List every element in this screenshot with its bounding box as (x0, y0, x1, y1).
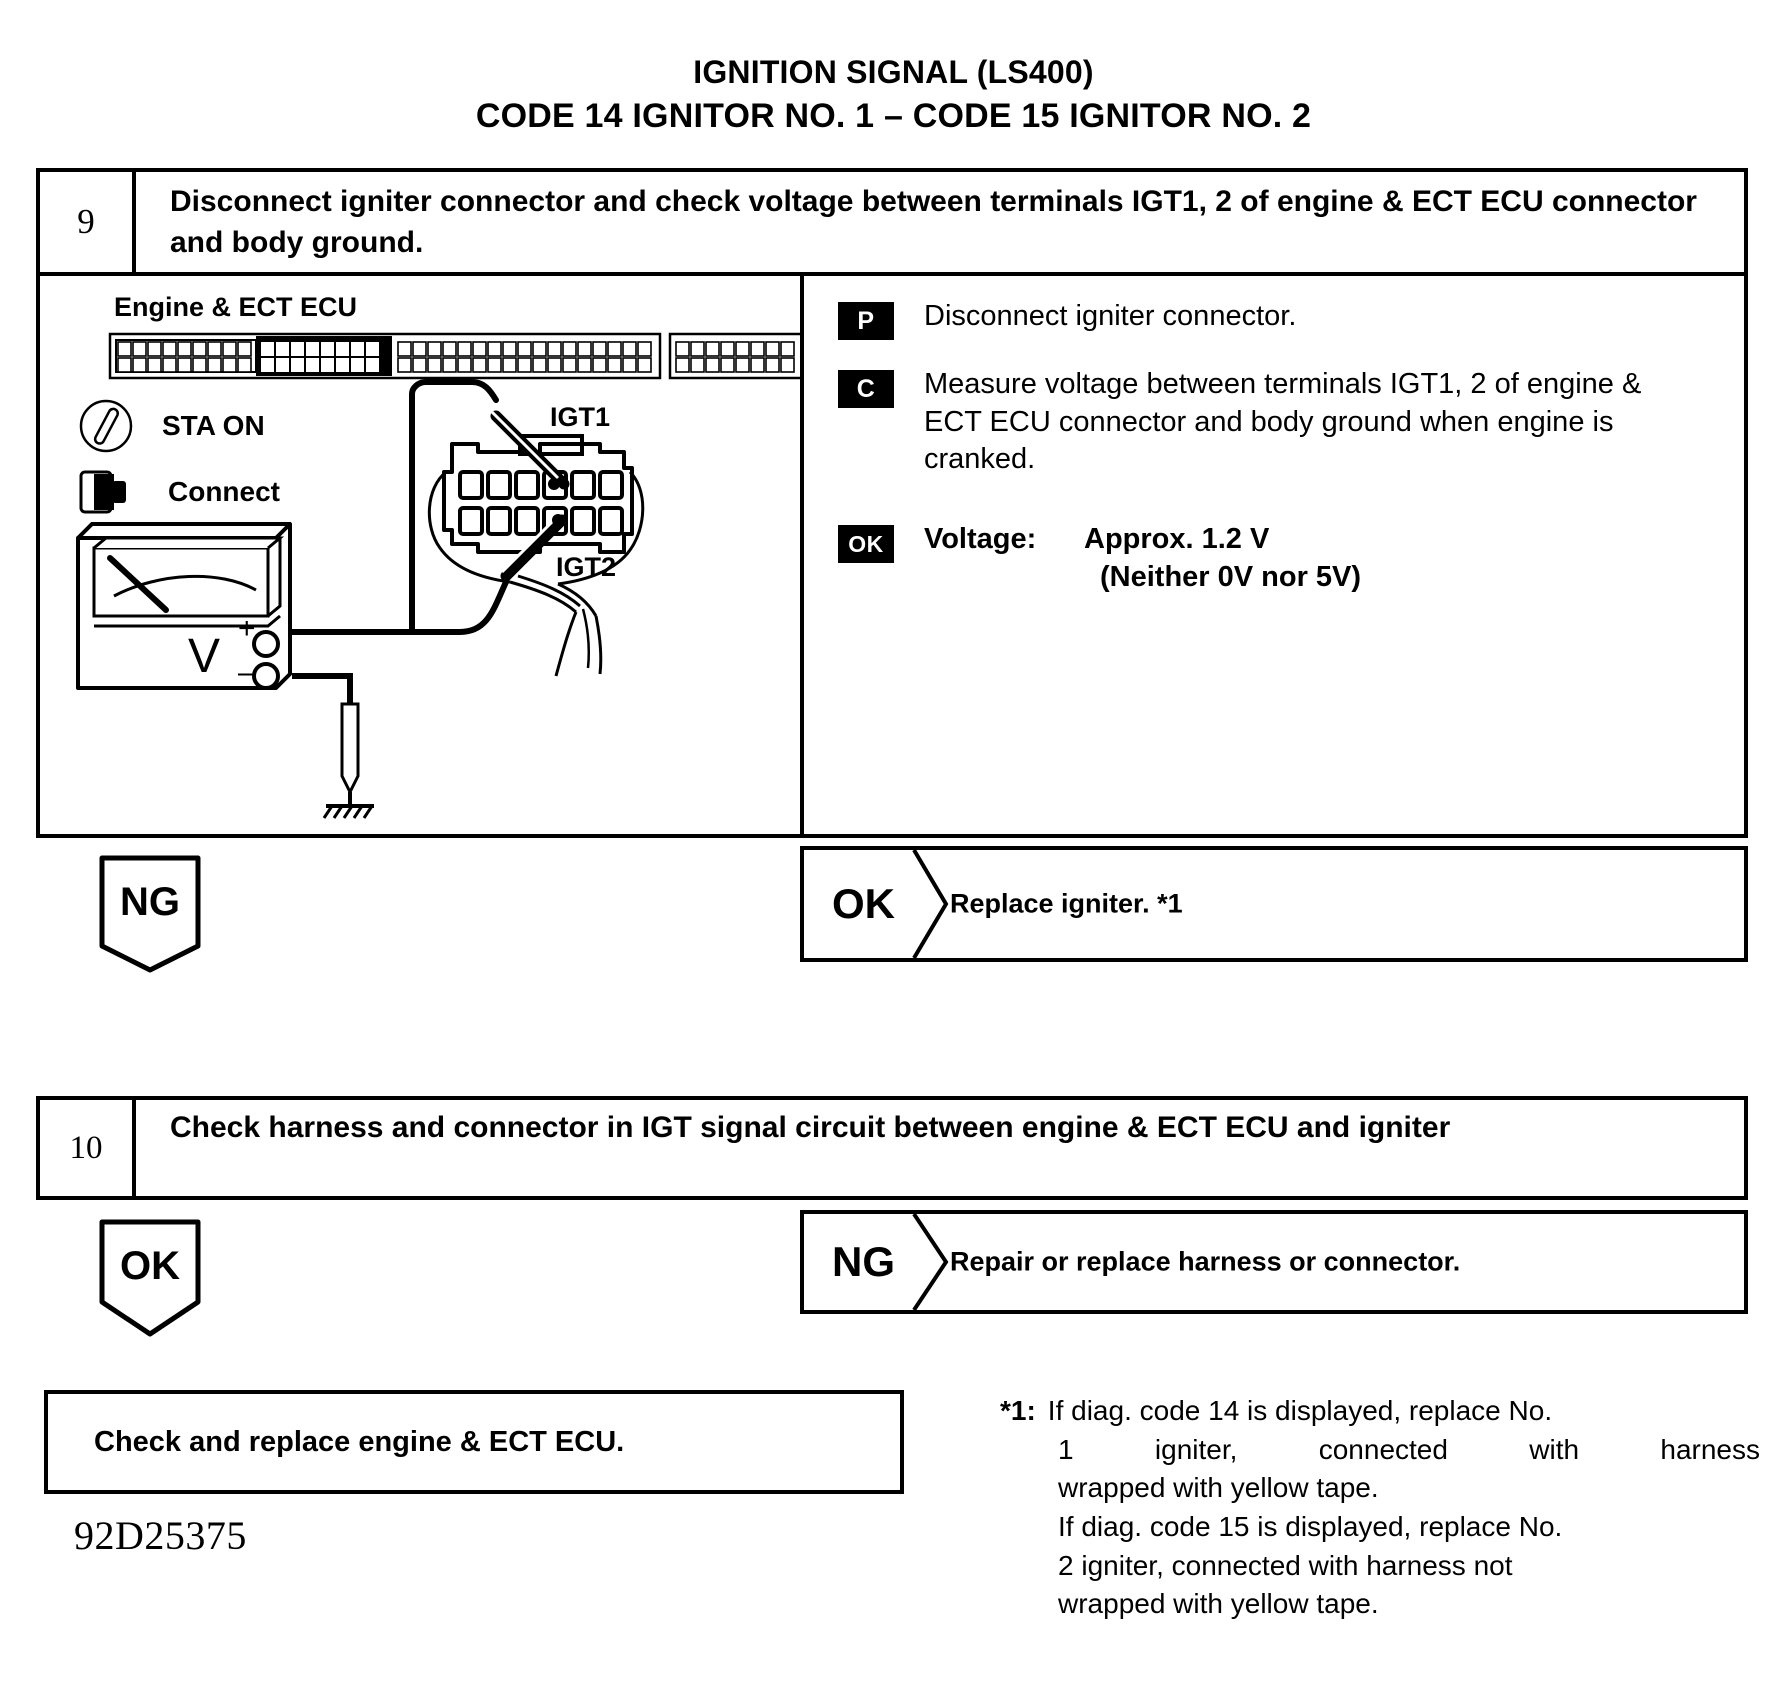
step-10-instruction: Check harness and connector in IGT signal circuit between engine & ECT ECU and igniter (170, 1111, 1451, 1144)
legend-sta-on (78, 398, 265, 454)
step-9-instruction: Disconnect igniter connector and check voltage between terminals IGT1, 2 of engine & ECT ECU connector and body ground. (170, 185, 1697, 259)
footnote-line-3: wrapped with yellow tape. (1058, 1472, 1379, 1504)
procedure-item-check (838, 366, 1724, 479)
branch-ng-step10-code: NG (832, 1238, 895, 1285)
spec-voltage-note: (Neither 0V nor 5V) (1100, 560, 1362, 593)
meter-minus-label: – (238, 656, 255, 689)
branch-ok-step9 (800, 846, 1748, 962)
badge-c: C (838, 370, 894, 408)
page-title (0, 52, 1787, 138)
footnote-line-6: wrapped with yellow tape. (1058, 1588, 1379, 1620)
spec-voltage (924, 521, 1361, 596)
final-result-text: Check and replace engine & ECT ECU. (94, 1425, 625, 1458)
step-9-block (36, 168, 1748, 838)
branch-ok-step10-label: OK (120, 1244, 180, 1288)
step-9-procedure (804, 276, 1744, 838)
footnote-first-row (1000, 1392, 1760, 1431)
diagram-canvas (40, 276, 804, 838)
footnote-line-4: If diag. code 15 is displayed, replace No. (1058, 1510, 1563, 1542)
footnote-line-5: 2 igniter, connected with harness not (1058, 1549, 1513, 1581)
legend-connect (78, 466, 280, 518)
branch-ok-step10 (98, 1218, 202, 1338)
step-10-number: 10 (40, 1100, 136, 1196)
final-result-box (44, 1390, 904, 1494)
ground-symbol-icon (324, 704, 374, 818)
branch-ng-step10 (800, 1210, 1748, 1314)
spec-voltage-label: Voltage: (924, 523, 1037, 556)
legend-sta-on-label: STA ON (162, 410, 265, 441)
procedure-item-prepare (838, 298, 1724, 340)
badge-ok: OK (838, 525, 894, 563)
title-line-secondary: CODE 14 IGNITOR NO. 1 – CODE 15 IGNITOR NO. 2 (475, 96, 1312, 135)
connector-plug-icon (78, 466, 140, 518)
footnote-marker: *1: (1000, 1395, 1036, 1426)
title-line-primary: IGNITION SIGNAL (LS400) (693, 54, 1094, 90)
procedure-text-prepare: Disconnect igniter connector. (924, 300, 1297, 332)
spec-voltage-value: Approx. 1.2 V (1084, 523, 1270, 556)
footnote-block (1000, 1392, 1760, 1624)
procedure-item-spec (838, 521, 1724, 596)
step-9-body (40, 276, 1744, 838)
badge-p: P (838, 302, 894, 340)
branch-ok-step9-action: Replace igniter. *1 (950, 888, 1183, 919)
footnote-line-2: 1 igniter, connected with harness (1058, 1433, 1760, 1465)
legend-connect-label: Connect (168, 476, 280, 507)
step-9-number: 9 (40, 172, 136, 272)
ecu-connector-label: Engine & ECT ECU (114, 292, 358, 322)
step-9-header (40, 172, 1744, 276)
branch-ng-step9-label: NG (120, 880, 180, 924)
meter-plus-label: + (238, 612, 256, 645)
terminal-label-igt2: IGT2 (556, 552, 617, 582)
meter-v-label: V (188, 630, 221, 683)
branch-ng-step9 (98, 854, 202, 974)
figure-id: 92D25375 (74, 1513, 247, 1558)
footnote-line-1: If diag. code 14 is displayed, replace No. (1047, 1395, 1553, 1426)
analog-voltmeter-icon (78, 524, 290, 688)
measurement-diagram (40, 276, 804, 838)
ecu-terminal-strip-icon (110, 334, 804, 378)
ignition-key-icon (78, 398, 134, 454)
branch-divider-icon-2 (908, 1214, 954, 1310)
terminal-label-igt1: IGT1 (550, 402, 611, 432)
branch-ng-step10-action: Repair or replace harness or connector. (950, 1246, 1461, 1277)
branch-divider-icon (908, 850, 954, 958)
step-10-block (36, 1096, 1748, 1200)
procedure-text-check: Measure voltage between terminals IGT1, 2 of engine & ECT ECU connector and body ground when engine is cranked. (924, 368, 1642, 476)
branch-ok-step9-code: OK (832, 880, 895, 927)
